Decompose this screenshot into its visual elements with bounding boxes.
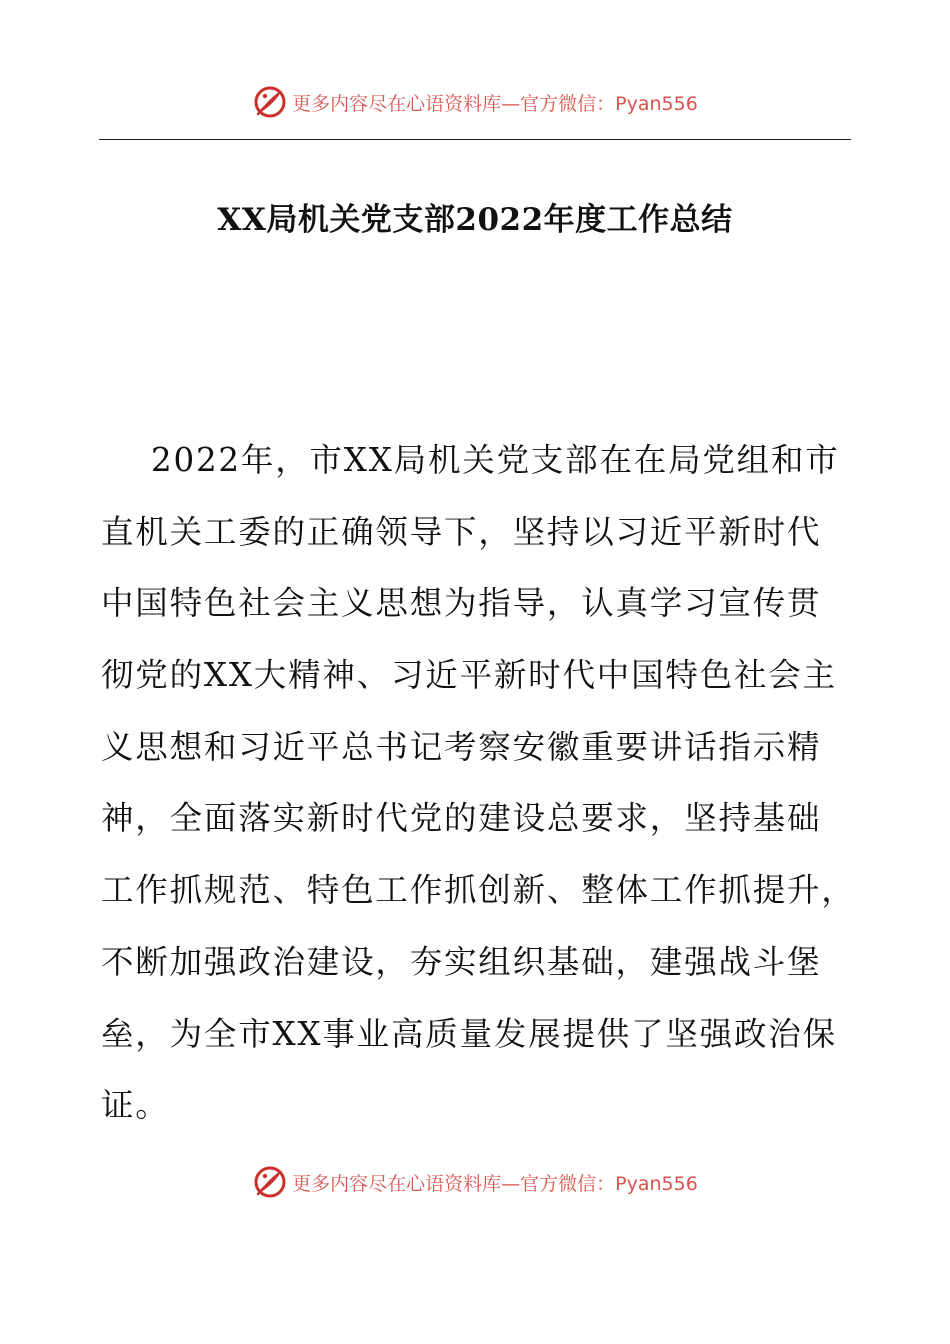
paragraph-line: 中国特色社会主义思想为指导，认真学习宣传贯 bbox=[101, 584, 822, 623]
paragraph-line: 义思想和习近平总书记考察安徽重要讲话指示精 bbox=[101, 727, 822, 766]
footer-banner bbox=[0, 1160, 950, 1204]
header-banner bbox=[0, 80, 950, 124]
paragraph-line: 神，全面落实新时代党的建设总要求，坚持基础 bbox=[101, 799, 822, 838]
footer-banner-text: 更多内容尽在心语资料库—官方微信：Pyan556 bbox=[292, 1172, 698, 1195]
quill-logo-icon bbox=[252, 84, 288, 120]
paragraph-line: 工作抓规范、特色工作抓创新、整体工作抓提升， bbox=[101, 871, 856, 910]
body-paragraph bbox=[101, 425, 865, 1142]
paragraph-line: 垒，为全市XX事业高质量发展提供了坚强政治保 bbox=[101, 1014, 837, 1053]
header-banner-text: 更多内容尽在心语资料库—官方微信：Pyan556 bbox=[292, 92, 698, 115]
paragraph-line: 彻党的XX大精神、习近平新时代中国特色社会主 bbox=[101, 656, 837, 695]
paragraph-line: 2022年，市XX局机关党支部在在局党组和市 bbox=[151, 441, 840, 479]
paragraph-line: 直机关工委的正确领导下，坚持以习近平新时代 bbox=[101, 512, 822, 551]
header-divider bbox=[99, 139, 851, 140]
paragraph-line: 不断加强政治建设，夯实组织基础，建强战斗堡 bbox=[101, 942, 822, 981]
quill-logo-icon bbox=[252, 1164, 288, 1200]
document-title: XX局机关党支部2022年度工作总结 bbox=[217, 202, 733, 238]
paragraph-line: 证。 bbox=[101, 1086, 170, 1125]
